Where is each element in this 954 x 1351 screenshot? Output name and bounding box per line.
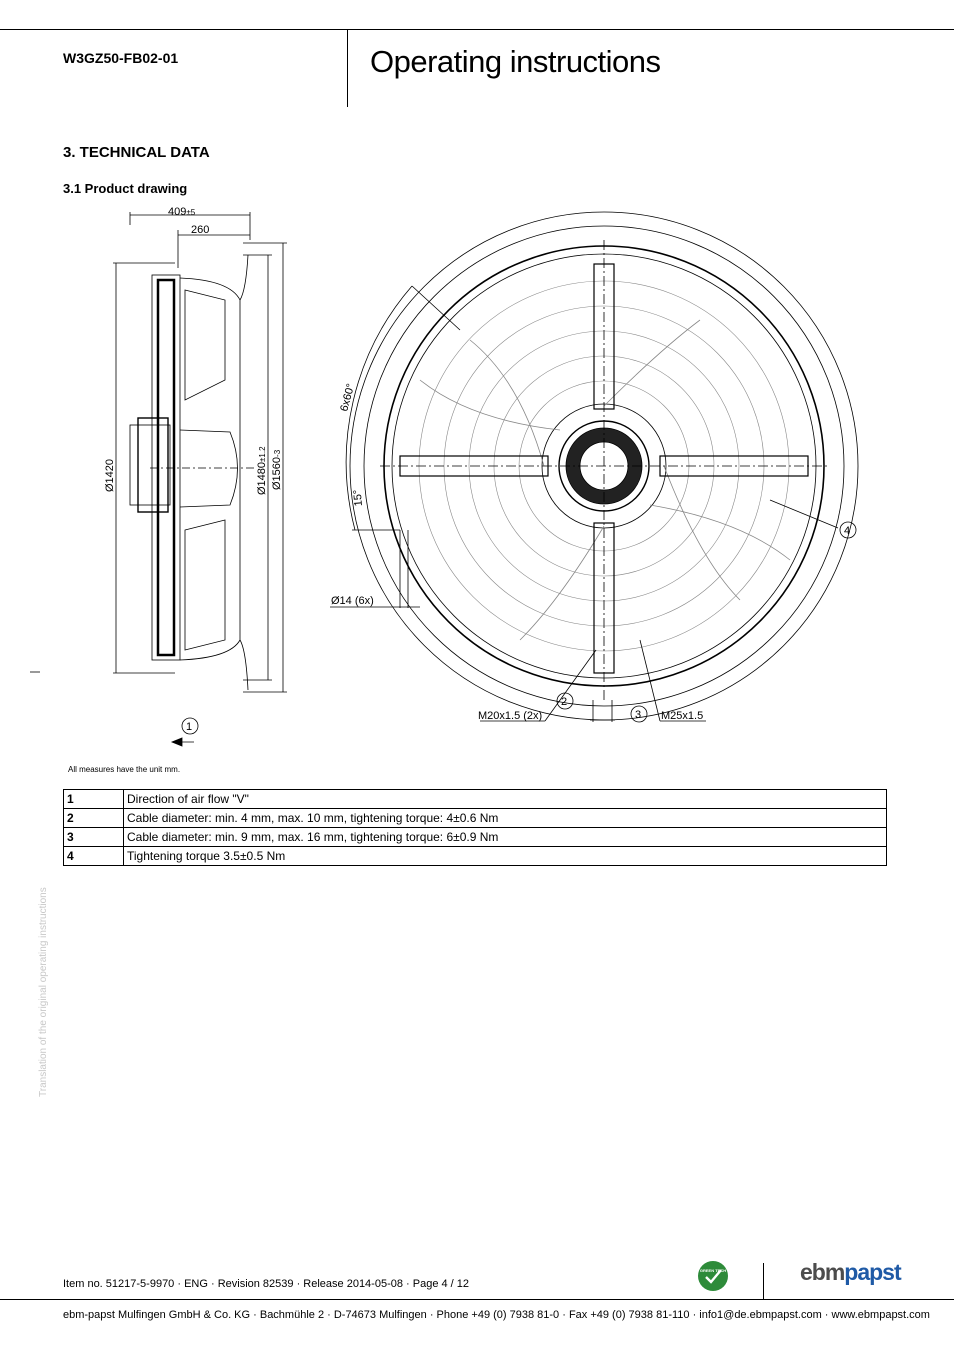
dim-angle-15: 15° xyxy=(351,489,365,507)
brand-logo: ebmpapst xyxy=(800,1259,901,1285)
header-divider xyxy=(347,29,348,107)
section-heading: 3. TECHNICAL DATA xyxy=(63,144,210,161)
legend-row xyxy=(64,847,887,866)
item-info: Item no. 51217-5-9970 · ENG · Revision 82539 · Release 2014-05-08 · Page 4 / 12 xyxy=(63,1278,470,1290)
dim-hole: Ø14 (6x) xyxy=(331,595,374,607)
dim-angle-60: 6x60° xyxy=(338,382,358,413)
legend-row xyxy=(64,809,887,828)
footer-divider xyxy=(763,1263,764,1299)
thread-m20: M20x1.5 (2x) xyxy=(478,710,543,722)
dim-depth-total: 409±5 xyxy=(168,206,196,218)
company-info: ebm-papst Mulfingen GmbH & Co. KG · Bachmühle 2 · D-74673 Mulfingen · Phone +49 (0) 7938 81-0 · Fax +49 (0) 7938 81-110 · info1@de.ebmpapst.com · www.ebmpapst.com xyxy=(63,1309,930,1321)
front-view xyxy=(330,212,858,722)
legend-number: 2 xyxy=(64,809,124,828)
legend-text: Direction of air flow "V" xyxy=(124,790,887,809)
model-number: W3GZ50-FB02-01 xyxy=(63,50,179,66)
dim-d1560: Ø1560-3 xyxy=(271,449,283,490)
legend-text: Cable diameter: min. 9 mm, max. 16 mm, tightening torque: 6±0.9 Nm xyxy=(124,828,887,847)
legend-number: 1 xyxy=(64,790,124,809)
thread-m25: M25x1.5 xyxy=(661,710,704,722)
legend-number: 3 xyxy=(64,828,124,847)
unit-note: All measures have the unit mm. xyxy=(68,765,181,774)
dim-d1480: Ø1480±1.2 xyxy=(256,446,268,495)
footer-rule xyxy=(0,1299,954,1300)
dim-d1420: Ø1420 xyxy=(104,458,116,492)
callout-4: 4 xyxy=(844,525,851,537)
subsection-heading: 3.1 Product drawing xyxy=(63,181,188,196)
document-title: Operating instructions xyxy=(370,44,661,79)
callout-3: 3 xyxy=(635,709,642,721)
legend-row xyxy=(64,790,887,809)
callout-2: 2 xyxy=(561,696,568,708)
dim-depth-inner: 260 xyxy=(191,224,210,236)
green-tech-badge xyxy=(697,1260,729,1292)
legend-row xyxy=(64,828,887,847)
header-top-rule xyxy=(0,29,954,30)
side-view xyxy=(30,212,287,746)
badge-label: GREEN TECH xyxy=(699,1268,727,1273)
legend-text: Tightening torque 3.5±0.5 Nm xyxy=(124,847,887,866)
callout-1: 1 xyxy=(186,721,193,733)
legend-number: 4 xyxy=(64,847,124,866)
product-drawing xyxy=(0,195,954,760)
translation-note: Translation of the original operating instructions xyxy=(38,887,49,1097)
legend-text: Cable diameter: min. 4 mm, max. 10 mm, tightening torque: 4±0.6 Nm xyxy=(124,809,887,828)
legend-table xyxy=(63,789,887,866)
